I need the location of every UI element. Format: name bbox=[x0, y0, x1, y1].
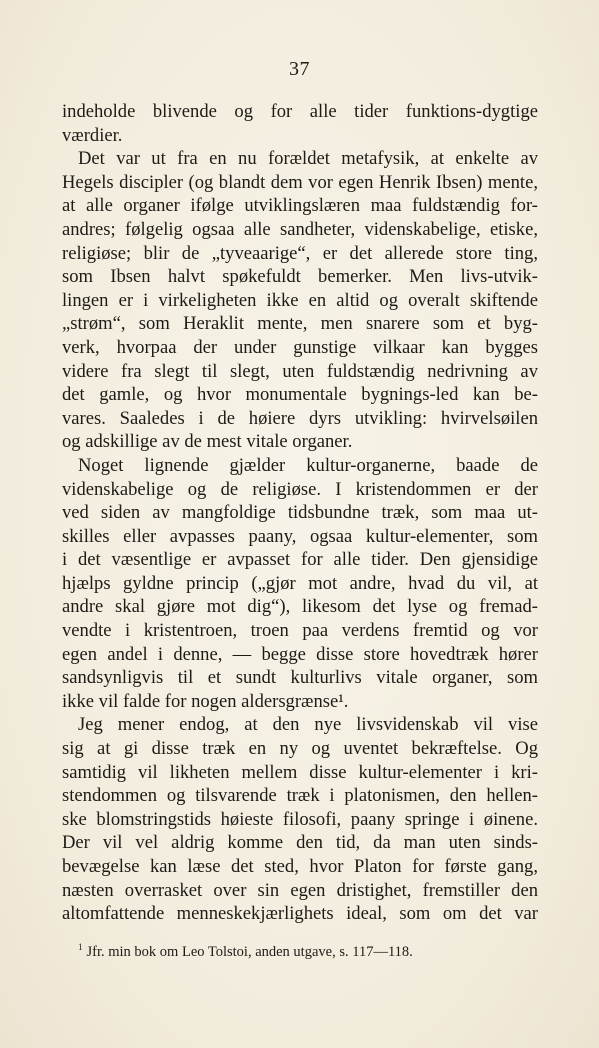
text-line: at alle organer ifølge utviklingslæren maa fuldstændig for- bbox=[62, 195, 538, 217]
text-line: andres; følgelig ogsaa alle sandheter, videnskabelige, etiske, bbox=[62, 218, 538, 240]
text-line: stendommen og tilsvarende træk i platonismen, den hellen- bbox=[62, 785, 538, 807]
text-line: bevægelse kan læse det sted, hvor Platon for første gang, bbox=[62, 856, 538, 877]
text-line: ikke vil falde for nogen aldersgrænse¹. bbox=[62, 690, 349, 712]
text-line: og adskillige av de mest vitale organer. bbox=[62, 431, 353, 453]
text-line: „strøm“, som Heraklit mente, men snarere som et byg- bbox=[62, 313, 538, 335]
text-line: Der vil vel aldrig komme den tid, da man uten sinds- bbox=[62, 832, 538, 854]
text-line: religiøse; blir de „tyveaarige“, er det allerede store ting, bbox=[62, 242, 538, 264]
text-line: indeholde blivende og for alle tider funktions-dygtige bbox=[62, 101, 538, 122]
text-line: videre fra slegt til slegt, uten fuldstændig nedrivning av bbox=[62, 360, 538, 382]
text-line: som Ibsen halvt spøkefuldt bemerker. Men livs-utvik- bbox=[62, 266, 538, 288]
text-line: hjælps gyldne princip („gjør mot andre, hvad du vil, at bbox=[62, 572, 538, 594]
text-line: Hegels discipler (og blandt dem vor egen Henrik Ibsen) mente, bbox=[62, 171, 538, 193]
text-line: sandsynligvis til et sundt kulturlivs vitale organer, som bbox=[62, 667, 538, 689]
text-line: vares. Saaledes i de høiere dyrs utvikling: hvirvelsøilen bbox=[62, 407, 538, 429]
text-line: altomfattende menneskekjærlighets ideal, som om det var bbox=[62, 903, 538, 925]
text-line: ske blomstringstids høieste filosofi, paany springe i øinene. bbox=[62, 808, 538, 830]
text-line: vendte i kristentroen, troen paa verdens fremtid og vor bbox=[62, 620, 538, 642]
text-line: Noget lignende gjælder kultur-organerne, baade de bbox=[78, 454, 538, 476]
text-line: det gamle, og hvor monumentale bygnings-led kan be- bbox=[62, 384, 538, 406]
text-line: samtidig vil likheten mellem disse kultur-elementer i kri- bbox=[62, 761, 538, 783]
footnote-text: Jfr. min bok om Leo Tolstoi, anden utgave, s. 117—118. bbox=[86, 944, 413, 960]
text-line: lingen er i virkeligheten ikke en altid og overalt skiftende bbox=[62, 289, 538, 311]
text-line: skilles eller avpasses paany, ogsaa kultur-elementer, som bbox=[62, 525, 538, 547]
text-line: ved siden av mangfoldige tidsbundne træk, som maa ut- bbox=[62, 502, 538, 524]
text-line: Det var ut fra en nu forældet metafysik, at enkelte av bbox=[78, 148, 538, 170]
text-line: i det væsentlige er avpasset for alle tider. Den gjensidige bbox=[62, 549, 538, 571]
text-line: sig at gi disse træk en ny og uventet bekræftelse. Og bbox=[62, 738, 538, 760]
footnote bbox=[78, 938, 413, 961]
text-line: Jeg mener endog, at den nye livsvidenskab vil vise bbox=[78, 714, 538, 736]
text-line: værdier. bbox=[62, 124, 123, 146]
footnote-marker: 1 bbox=[78, 942, 83, 952]
text-line: andre skal gjøre mot dig“), likesom det lyse og fremad- bbox=[62, 596, 538, 618]
text-line: egen andel i denne, — begge disse store hovedtræk hører bbox=[62, 643, 538, 665]
text-line: verk, hvorpaa der under gunstige vilkaar kan bygges bbox=[62, 336, 538, 358]
page-number: 37 bbox=[289, 58, 310, 80]
text-line: videnskabelige og de religiøse. I kristendommen er der bbox=[62, 478, 538, 500]
text-line: næsten overrasket over sin egen dristighet, fremstiller den bbox=[62, 879, 538, 901]
body-text bbox=[62, 100, 538, 926]
